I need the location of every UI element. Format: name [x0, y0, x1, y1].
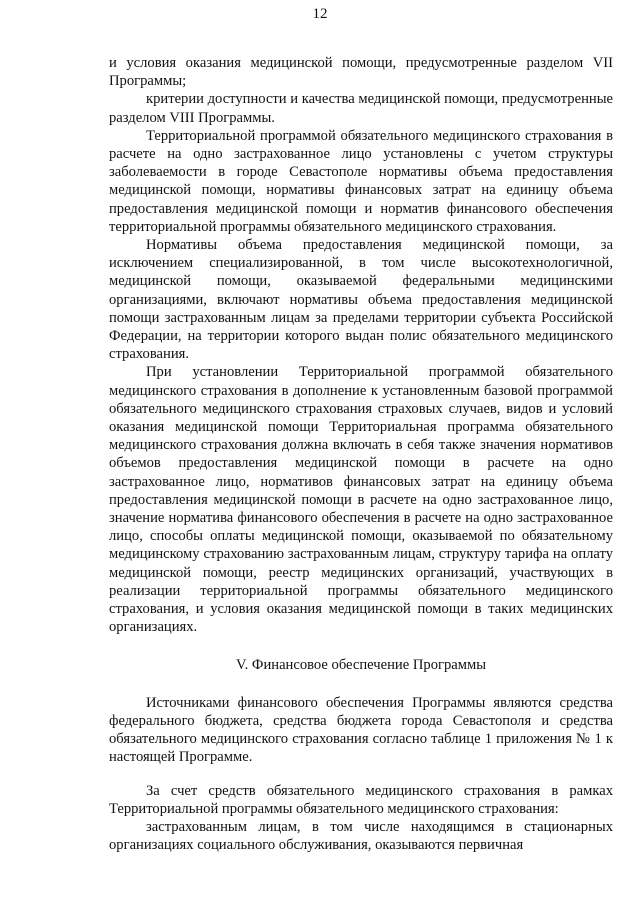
paragraph-7: За счет средств обязательного медицинского страхования в рамках Территориальной программы обязательного медицинского страхования:	[109, 782, 613, 817]
section-title: V. Финансовое обеспечение Программы	[235, 656, 487, 673]
document-body	[109, 54, 613, 854]
paragraph-6: Источниками финансового обеспечения Программы являются средства федерального бюджета, средства бюджета города Севастополя и средства обязательного медицинского страхования согласно таблице 1 приложения № 1 к настоящей Программе.	[109, 694, 613, 766]
paragraph-4: Нормативы объема предоставления медицинской помощи, за исключением специализированной, в том числе высокотехнологичной, медицинской помощи, оказываемой федеральными медицинскими организациями, включают нормативы объема предоставления медицинской помощи застрахованным лицам за пределами территории субъекта Российской Федерации, на территории которого выдан полис обязательного медицинского страхования.	[109, 237, 613, 363]
page-number: 12	[312, 6, 328, 22]
paragraph-2: критерии доступности и качества медицинской помощи, предусмотренные разделом VIII Программы.	[109, 91, 613, 126]
paragraph-5: При установлении Территориальной программой обязательного медицинского страхования в дополнение к установленным базовой программой обязательного медицинского страхования страховых случаев, видов и условий оказания медицинской помощи Территориальная программа обязательного медицинского страхования должна включать в себя также значения нормативов объемов предоставления медицинской помощи в расчете на одно застрахованное лицо, нормативов финансовых затрат на единицу объема предоставления медицинской помощи в расчете на одно застрахованное лицо, значение норматива финансового обеспечения в расчете на одно застрахованное лицо, способы оплаты медицинской помощи, оказываемой по обязательному медицинскому страхованию застрахованным лицам, структуру тарифа на оплату медицинской помощи, реестр медицинских организаций, участвующих в реализации территориальной программы обязательного медицинского страхования, и условия оказания медицинской помощи в таких медицинских организациях.	[109, 364, 613, 636]
paragraph-8: застрахованным лицам, в том числе находящимся в стационарных организациях социального обслуживания, оказываются первичная	[109, 818, 613, 854]
paragraph-1: и условия оказания медицинской помощи, предусмотренные разделом VII Программы;	[109, 55, 613, 90]
paragraph-3: Территориальной программой обязательного медицинского страхования в расчете на одно застрахованное лицо установлены с учетом структуры заболеваемости в городе Севастополе нормативы объема предоставления медицинской помощи, нормативы финансовых затрат на единицу объема предоставления медицинской помощи и норматив финансового обеспечения территориальной программы обязательного медицинского страхования.	[109, 127, 613, 235]
